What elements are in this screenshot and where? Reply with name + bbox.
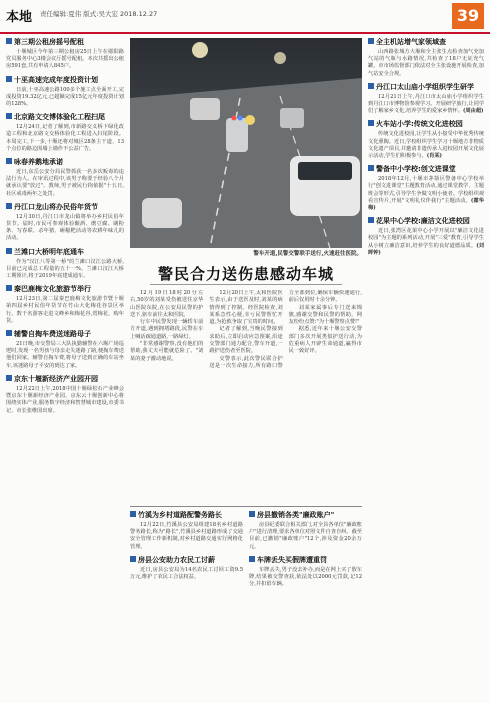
night-road-photo-illustration (130, 38, 362, 248)
brief-title-text: 兰滩口大桥明年底通车 (14, 247, 84, 256)
news-brief (6, 203, 124, 243)
brief-body (6, 124, 124, 153)
brief-title-text: 竹溪为乡村道路配警务路长 (138, 511, 222, 519)
news-photo (130, 38, 362, 248)
square-bullet-icon (6, 38, 12, 44)
brief-body (368, 228, 484, 257)
brief-title-text: 丹江口龙山将办民俗年货节 (14, 202, 98, 211)
brief-title-text: 花果中心学校:廉洁文化进校园 (376, 217, 470, 226)
square-bullet-icon (368, 120, 374, 126)
brief-body (6, 259, 124, 281)
center-brief-column-b (249, 511, 362, 593)
article-paragraph: 12月20日上午,太和医院医生表示,由于送医及时,刘某的病情得到了控制。经医院检查,刘某系急性心梗,幸亏民警帮忙开道,为抢救争取了宝贵的时间。 (209, 290, 283, 326)
brief-title (368, 38, 484, 47)
brief-body-text: 近日,张湾区花果中心小学开展以"廉洁文化进校园"为主题的系列活动,开展"三爱"教育,引导学生从小树立廉洁意识,培养学生的良好道德品质。 (368, 228, 484, 249)
brief-title (130, 511, 243, 520)
brief-title-text: 京东十堰新经济产业园开园 (14, 374, 98, 383)
square-bullet-icon (249, 556, 255, 562)
brief-title-text: 全主机站增气家领域查 (376, 38, 446, 46)
brief-body (368, 94, 484, 116)
brief-body (6, 341, 124, 370)
square-bullet-icon (6, 158, 12, 164)
brief-body-text: 12月22日上午,2018中国十堰绿松石产业峰会暨京东十堰新经济产业园。京东云十堰创新中心将围绕实体产业,服务数字经济和智慧城市建设,市委书记、市长张维国出席。 (6, 385, 124, 414)
brief-body (368, 131, 484, 160)
brief-body-text: 作为"汉江八等第一桥"的兰滩口汉江公路大桥,目前已完成总工程量的五十一%。兰滩口汉江大桥工期预计,将于2019年底建成通车。 (6, 258, 124, 280)
photo-caption: 警车开道,民警交警联手送行,火速赶往医院。 (253, 251, 362, 257)
brief-body (6, 49, 124, 71)
brief-title-text: 丹江口太山庙小学组织学生研学 (376, 82, 474, 91)
brief-title (6, 248, 124, 257)
brief-title (249, 511, 362, 520)
brief-source: (周由超) (463, 108, 484, 115)
brief-title (368, 165, 484, 174)
brief-source: (霍华梅) (368, 197, 484, 212)
brief-body (368, 49, 484, 78)
brief-title (6, 113, 124, 122)
news-brief (368, 165, 484, 212)
square-bullet-icon (368, 38, 374, 44)
brief-title-text: 辅警自掏车费送迷路母子 (14, 330, 91, 339)
square-bullet-icon (6, 203, 12, 209)
section-name: 本地 (6, 10, 33, 25)
brief-title (130, 556, 243, 565)
news-brief (130, 511, 243, 551)
brief-body (6, 169, 124, 198)
square-bullet-icon (6, 330, 12, 336)
brief-title-text: 房县撤销各类"廉政账户" (257, 511, 335, 519)
section-divider (130, 506, 362, 507)
square-bullet-icon (368, 165, 374, 171)
article-paragraph: 据悉,近年来十堰公安交警部门多次开展类似护送行动,为危重病人开辟生命通道,赢得市民一致好评。 (288, 326, 362, 355)
news-brief (249, 556, 362, 589)
brief-source: (刘晖钟) (368, 242, 484, 256)
brief-body (368, 176, 484, 212)
brief-title-text: 车牌丢失买假牌遭重罚 (257, 555, 327, 564)
brief-title (6, 76, 124, 85)
headline-rule (150, 284, 342, 285)
brief-body (6, 87, 124, 109)
article-paragraph: 行车中民警发现一辆轿车前方开道,遇到拥堵路段,民警在车上喊话疏通道路,一路绿灯。 (130, 319, 204, 340)
brief-title (6, 38, 124, 47)
news-brief (6, 375, 124, 415)
brief-title-text: 北京路文交博体验化工程扫尾 (14, 113, 105, 122)
news-brief (368, 38, 484, 78)
brief-title-text: 第三期公租房摇号配租 (14, 38, 84, 46)
news-brief (6, 330, 124, 370)
page-header (0, 0, 490, 34)
brief-body-text: 12月23日,第二届秦巴鹿梅文化旅游节暨十堰第四届乡村民俗年货节在竹山大化梅花谷景区举行。数千名游客走进文峰乡和梅花谷,赏梅花、购年货。 (6, 296, 124, 324)
brief-body-text: 12月24日,记者了解到,市新路交义桥下绿化改造工程和北京路文交桥体验化工程进入扫尾阶段。本周完工,下一步,十堰还将对城区28条主干道、13个点位的路边围墙上墙作不公益广告。 (6, 124, 124, 152)
article-paragraph: 刘某家属事后专门送来锦旗,感谢交警和民警的帮助。网友纷纷点赞:"为十堰警察点赞!" (288, 304, 362, 326)
news-brief (249, 511, 362, 551)
brief-body-text: 12月22日,竹溪县公安局组建18名乡村道路警务路长,称为"路长",竹溪县乡村道路形成了交通安全管理工作新机制,对乡村道路交通实行网格化管理。 (130, 522, 243, 550)
brief-body-text: 车牌丢失,男子没去补办,而是在网上买了假车牌,结果被交警查获,依法处以2000元罚款,记12分,并扣留车辆。 (249, 566, 362, 588)
square-bullet-icon (368, 83, 374, 89)
article-paragraph: "非常感谢警察,没有他们的帮助,我丈夫可能就危险了。"刘某的妻子激动地说。 (130, 341, 204, 362)
brief-body-text: 山西路张城方大堰和全主张生点检查加气充加气站的气瓶与水路情况,共检查了18户无证充气罐。市市场监督部门依法对全主张设施开展检查,加气站安全合规。 (368, 49, 484, 77)
editor-info: 责任编辑:夏伟 版式:吴大宏 2018.12.27 (40, 10, 158, 18)
brief-title-text: 房县公安助力农民工讨薪 (138, 555, 215, 564)
brief-body-text: 2018年12月,十堰市茅箭区警备中心学校举行"创文进课堂"主题教育活动,通过课堂教学、主题班会等形式,引导学生争做文明小使者。学校组织观看宣传片,开展"文明礼仪伴我行"主题活动。 (368, 176, 484, 204)
brief-body-text: 传统文化进校园,让学生从小接受中华优秀传统文化熏陶。近日,学校组织学生学习十堰地方非物质文化遗产项目,并邀请非遗传承人进校园开展文化展示活动,学生们积极参与。 (368, 131, 484, 160)
news-brief (130, 556, 243, 581)
main-article-body (130, 290, 362, 502)
news-brief (368, 217, 484, 257)
brief-body (6, 296, 124, 325)
brief-title (249, 556, 362, 565)
brief-title-text: 咏春养鹅地承诺 (14, 158, 63, 167)
brief-body-text: 房县纪委联合相关部门,对全县各单位"廉政账户"进行清理,要求各单位对照文件自查自纠。截至目前,已撤销"廉政账户"12个,涉及资金20余万元。 (249, 522, 362, 550)
news-brief (6, 113, 124, 153)
brief-body-text: 近日,东岳公安分局民警抓获一名多次贩毒的违法行为人。在审讯过程中,该男子称要于经验八个月就承认要"放过"。教师,男子被民行拘依据"十五日,社区戒毒两年之处罚。 (6, 169, 124, 197)
brief-source: (肖某) (426, 153, 443, 160)
brief-body (130, 567, 243, 581)
brief-title (368, 120, 484, 129)
news-brief (6, 38, 124, 71)
center-brief-column-a (130, 511, 243, 586)
brief-title-text: 十巫高速完成年度投资计划 (14, 75, 98, 84)
article-paragraph: 记者了解到,当晚民警接到求助后,立即启动应急预案,沿途交警部门通力配合,警车开道,一路护送伤者至医院。 (209, 326, 283, 355)
brief-title (368, 217, 484, 226)
right-brief-column (368, 38, 484, 699)
square-bullet-icon (6, 76, 12, 82)
brief-body (249, 567, 362, 589)
news-brief (6, 76, 124, 109)
brief-body-text: 十堰城区今年第三期公租房25日上午在郧阳路党员服务中心3楼会议厅摇号配租。本次共摇出公租房591套,共有申请人845户。 (6, 49, 124, 70)
brief-body (130, 522, 243, 551)
brief-body (6, 386, 124, 415)
brief-title-text: 秦巴鹿梅文化旅游节举行 (14, 285, 91, 294)
brief-title-text: 警备中小学校:创文进课堂 (376, 165, 456, 174)
brief-body-text: 近日,房县公安局为14名农民工讨回工资9.5万元,维护了农民工合法权益。 (130, 566, 243, 581)
news-brief (368, 120, 484, 160)
article-paragraph: 12月19日18时20分左右,50岁的刘某受伤被送往京华山医院东院,在公安局民警的护送下,驱车前往太和医院。 (130, 290, 204, 318)
article-paragraph: 交警表示,此次警民联合护送是一次生命接力,所有路口警力全部到位,确保车辆快速通行,前后仅用时十余分钟。 (209, 290, 362, 369)
main-headline: 警民合力送伤患感动车城 (157, 265, 334, 283)
brief-body-text: 21日晚,市交警局三大队执勤辅警在六堰广场巡逻时,发现一名男孩与母亲走失迷路了路,便掏车费送他们回家。辅警自掏车费,将母子送到正确的车站坐车,该迷路母子平安的到达了家。 (6, 341, 124, 369)
brief-title (6, 285, 124, 294)
center-column (130, 38, 362, 699)
brief-body-text: 日前,十巫高速公路100多个施工点全面开工,完成投资19.32亿元,已超额完成15亿元年度投资计划的128%。 (6, 86, 124, 108)
square-bullet-icon (6, 113, 12, 119)
brief-title-text: 火车站小学:传统文化进校园 (376, 120, 463, 129)
page-number: 39 (452, 3, 484, 29)
square-bullet-icon (249, 511, 255, 517)
square-bullet-icon (130, 511, 136, 517)
news-brief (368, 83, 484, 116)
left-brief-column (6, 38, 124, 699)
square-bullet-icon (6, 375, 12, 381)
square-bullet-icon (6, 285, 12, 291)
center-briefs (130, 511, 362, 699)
square-bullet-icon (6, 248, 12, 254)
news-brief (6, 248, 124, 281)
square-bullet-icon (130, 556, 136, 562)
brief-title (6, 203, 124, 212)
brief-title (6, 375, 124, 384)
brief-title (6, 330, 124, 339)
brief-title (368, 83, 484, 92)
brief-title (6, 158, 124, 167)
news-brief (6, 285, 124, 325)
square-bullet-icon (368, 217, 374, 223)
brief-body-text: 12月30日,丹江口市龙山镇将举办乡村民俗年货节。届时,市民可参观体验酿酒、磨豆腐、刷粉条、写春联、杀年猪、砸糍粑活动等农耕年味儿的活动。 (6, 213, 124, 242)
brief-body (6, 214, 124, 243)
news-brief (6, 158, 124, 198)
brief-body-text: 12月21日上午,丹江口市太山庙小学组织学生到丹江口市博物馆参观学习。开展研学旅行,让同学们了解家乡文化,培养学生的爱家乡情怀。 (368, 93, 484, 115)
brief-body (249, 522, 362, 551)
